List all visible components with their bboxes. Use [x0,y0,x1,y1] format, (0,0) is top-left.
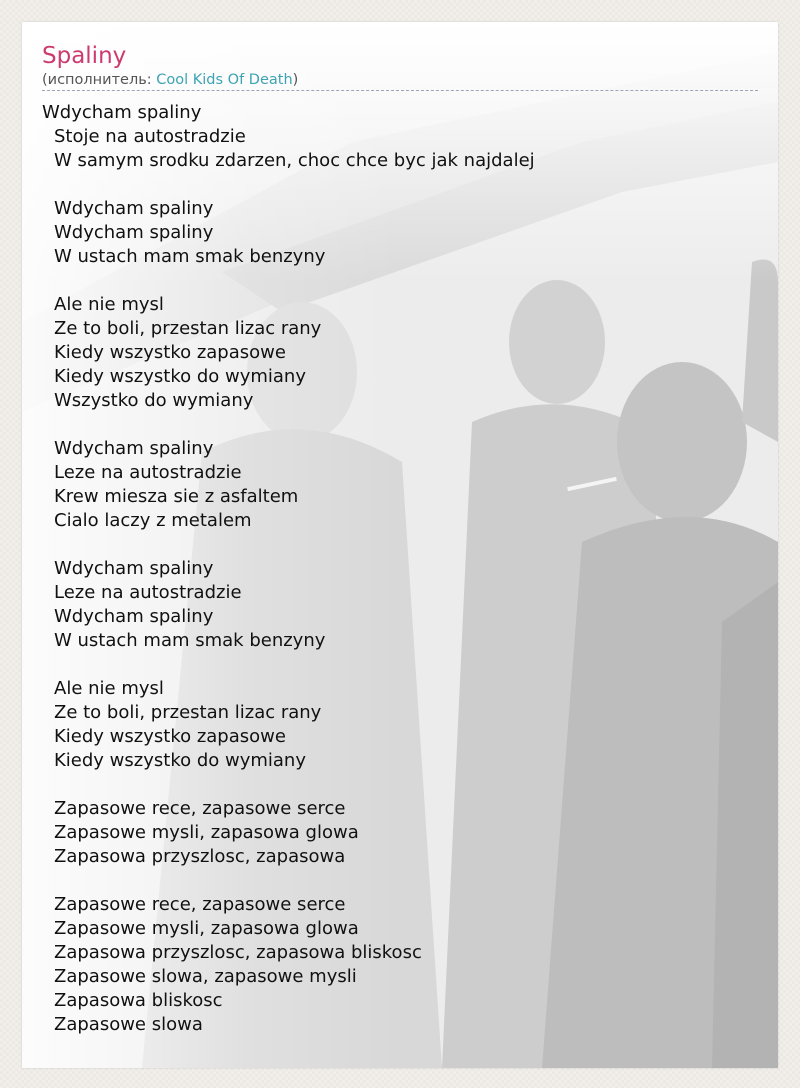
lyric-line: Cialo laczy z metalem [54,510,252,531]
lyrics-card [22,22,778,1068]
lyric-line: Zapasowa przyszlosc, zapasowa bliskosc [54,942,422,963]
lyric-line: Zapasowe rece, zapasowe serce [54,894,346,915]
lyric-line: Wdycham spaliny [54,222,214,243]
lyric-line: Ze to boli, przestan lizac rany [54,318,322,339]
lyric-line: W ustach mam smak benzyny [54,630,326,651]
performer-suffix: ) [292,72,299,88]
lyric-line: Zapasowe rece, zapasowe serce [54,798,346,819]
lyric-line: Wdycham spaliny [54,198,214,219]
lyric-line: Leze na autostradzie [54,582,242,603]
lyric-line: Kiedy wszystko zapasowe [54,726,286,747]
lyric-line: Stoje na autostradzie [54,126,246,147]
lyric-line [42,653,778,677]
lyric-line: Wszystko do wymiany [54,390,254,411]
performer-prefix: (исполнитель: [42,72,157,88]
lyric-line: W ustach mam smak benzyny [54,246,326,267]
lyric-line: Kiedy wszystko zapasowe [54,342,286,363]
lyric-line: Ze to boli, przestan lizac rany [54,702,322,723]
lyric-line: Ale nie mysl [54,294,164,315]
lyrics-content [22,22,778,1037]
lyric-line: Ale nie mysl [54,678,164,699]
lyric-line: Kiedy wszystko do wymiany [54,750,306,771]
lyric-line: Wdycham spaliny [54,606,214,627]
lyric-line: Zapasowe slowa [54,1014,203,1035]
lyric-line: Zapasowe mysli, zapasowa glowa [54,822,359,843]
lyric-line: Kiedy wszystko do wymiany [54,366,306,387]
song-title: Spaliny [42,43,127,69]
lyric-line [42,773,778,797]
lyric-line: Wdycham spaliny [42,102,202,123]
performer-line [42,71,778,89]
lyric-line: W samym srodku zdarzen, choc chce byc jak najdalej [54,150,535,171]
lyrics-text [42,101,778,1037]
lyric-line: Wdycham spaliny [54,438,214,459]
lyric-line: Zapasowe mysli, zapasowa glowa [54,918,359,939]
lyric-line [42,413,778,437]
lyric-line: Wdycham spaliny [54,558,214,579]
performer-link[interactable]: Cool Kids Of Death [156,72,293,88]
lyric-line [42,269,778,293]
lyric-line: Leze na autostradzie [54,462,242,483]
lyric-line: Zapasowa bliskosc [54,990,223,1011]
lyric-line [42,173,778,197]
lyric-line: Zapasowe slowa, zapasowe mysli [54,966,357,987]
lyric-line [42,533,778,557]
lyric-line [42,869,778,893]
title-divider [42,90,758,91]
lyric-line: Zapasowa przyszlosc, zapasowa [54,846,346,867]
lyric-line: Krew miesza sie z asfaltem [54,486,299,507]
